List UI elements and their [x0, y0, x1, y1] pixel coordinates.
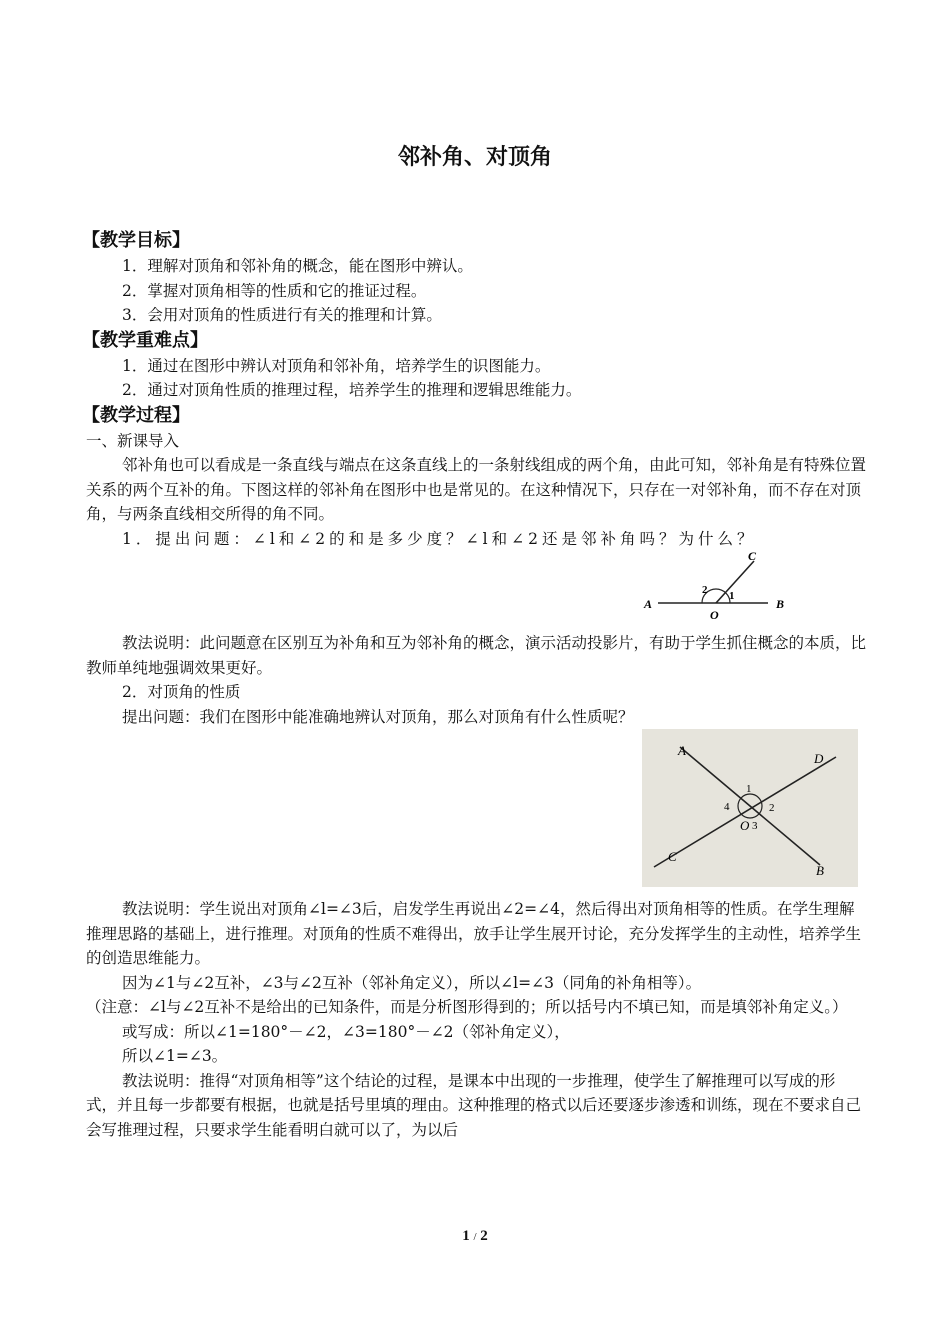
label-angle-2: 2 [702, 584, 708, 596]
goal-item: 2．掌握对顶角相等的性质和它的推证过程。 [122, 281, 427, 300]
label-C: C [748, 551, 757, 563]
intro-paragraph: 邻补角也可以看成是一条直线与端点在这条直线上的一条射线组成的两个角，由此可知，邻补角是有特殊位置关系的两个互补的角。下图这样的邻补角在图形中也是常见的。在这种情况下，只存在一对邻补角，而不存在对顶角，与两条直线相交所得的角不同。 [86, 456, 867, 523]
label-angle-2: 2 [769, 802, 775, 814]
label-B: B [816, 863, 824, 878]
method-note-3: 教法说明：推得“对顶角相等”这个结论的过程，是课本中出现的一步推理，使学生了解推理可以写成的形式，并且每一步都要有根据，也就是括号里填的理由。这种推理的格式以后还要逐步渗透和训练，现在不要求自己会写推理过程，只要求学生能看明白就可以了，为以后 [86, 1071, 862, 1139]
label-angle-1: 1 [746, 783, 752, 795]
page-title: 邻补角、对顶角 [397, 145, 552, 170]
subheading-intro: 一、新课导入 [86, 431, 180, 450]
document-body [82, 228, 867, 1142]
total-pages: 2 [480, 1228, 488, 1244]
method-note-1: 教法说明：此问题意在区别互为补角和互为邻补角的概念，演示活动投影片，有助于学生抓住概念的本质，比教师单纯地强调效果更好。 [86, 634, 867, 677]
label-O: O [710, 608, 719, 622]
label-angle-3: 3 [752, 820, 758, 832]
key-point-item: 2．通过对顶角性质的推理过程，培养学生的推理和逻辑思维能力。 [122, 381, 582, 399]
page-separator: / [473, 1231, 477, 1243]
goal-item: 3．会用对顶角的性质进行有关的推理和计算。 [122, 306, 442, 324]
section-heading-process: 【教学过程】 [82, 404, 190, 426]
section-heading-key-points: 【教学重难点】 [82, 329, 208, 351]
figure-vertical-angles [86, 729, 866, 897]
reasoning-line: 因为∠1与∠2互补，∠3与∠2互补（邻补角定义），所以∠l=∠3（同角的补角相等）。 [122, 973, 702, 992]
page-number [0, 1228, 950, 1245]
current-page: 1 [462, 1228, 470, 1244]
method-note-2: 教法说明：学生说出对顶角∠l=∠3后，启发学生再说出∠2=∠4，然后得出对顶角相等的性质。在学生理解推理思路的基础上，进行推理。对顶角的性质不难得出，放手让学生展开讨论，充分发挥学生的主动性，培养学生的创造思维能力。 [86, 900, 862, 967]
goal-item: 1．理解对顶角和邻补角的概念，能在图形中辨认。 [122, 257, 473, 275]
label-angle-4: 4 [724, 801, 730, 813]
section-heading-goals: 【教学目标】 [82, 230, 190, 251]
figure-supplementary-angles [86, 551, 866, 631]
alternative-line-1: 或写成：所以∠1=180°－∠2，∠3=180°－∠2（邻补角定义）， [122, 1022, 570, 1041]
question-1: 1．提出问题：∠l和∠2的和是多少度？∠l和∠2还是邻补角吗？为什么？ [122, 529, 757, 548]
alternative-line-2: 所以∠1=∠3。 [122, 1047, 228, 1065]
label-O: O [740, 818, 750, 833]
label-D: D [814, 751, 824, 766]
label-angle-1: 1 [729, 590, 735, 602]
note-paragraph: （注意：∠l与∠2互补不是给出的已知条件，而是分析图形得到的；所以括号内不填已知，而是填邻补角定义。） [86, 998, 848, 1016]
label-C: C [668, 849, 677, 864]
key-point-item: 1．通过在图形中辨认对顶角和邻补角，培养学生的识图能力。 [122, 356, 551, 375]
item-2-heading: 2．对顶角的性质 [122, 683, 241, 701]
label-A: A [644, 597, 653, 611]
question-2: 提出问题：我们在图形中能准确地辨认对顶角，那么对顶角有什么性质呢？ [122, 707, 634, 726]
label-A: A [678, 743, 686, 758]
label-B: B [776, 597, 785, 611]
